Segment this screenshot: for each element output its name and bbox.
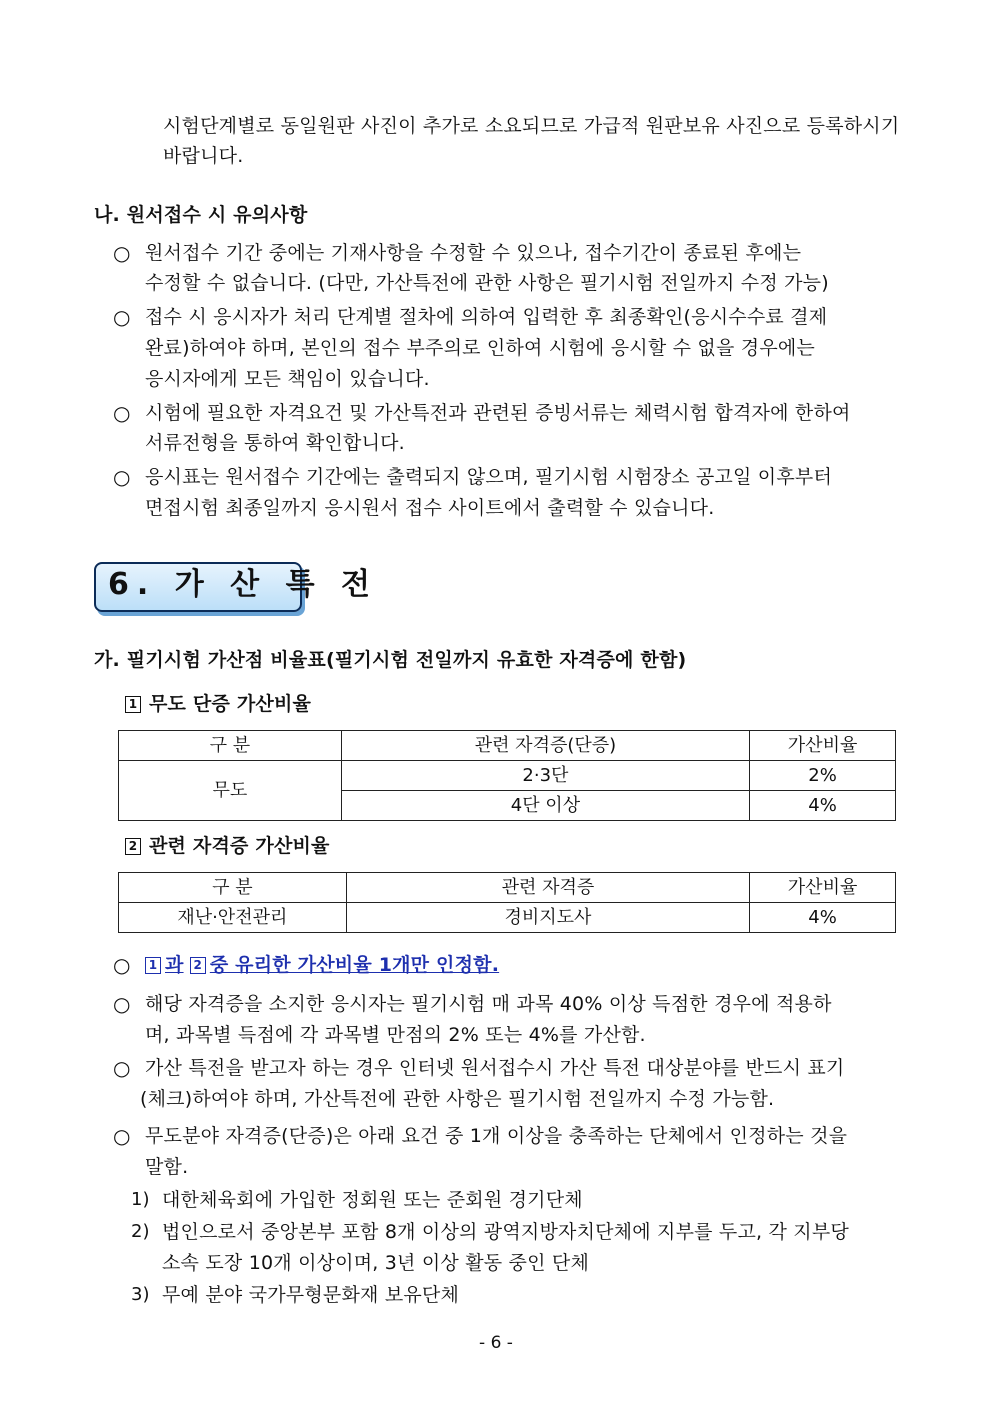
table-header-row [119, 873, 896, 903]
na-item-3-line-1: 시험에 필요한 자격요건 및 가산특전과 관련된 증빙서류는 체력시험 합격자에 한하여 [145, 402, 851, 424]
header-cert: 관련 자격증(단증) [341, 731, 749, 761]
bullet-icon: ○ [113, 241, 131, 265]
s6-item-2-line-1: 가산 특전을 받고자 하는 경우 인터넷 원서접수시 가산 특전 대상분야를 반드시 표기 [145, 1057, 845, 1079]
na-item-2-line-1: 접수 시 응시자가 처리 단계별 절차에 의하여 입력한 후 최종확인(응시수수료 결제 [145, 306, 828, 328]
s6-item-1-line-1: 해당 자격증을 소지한 응시자는 필기시험 매 과목 40% 이상 득점한 경우에 적용하 [145, 993, 832, 1015]
cell-rate: 2% [750, 761, 896, 791]
list-number: 2) [131, 1221, 150, 1242]
header-category: 구 분 [119, 873, 347, 903]
box-number-2: 2 [125, 838, 141, 855]
cell-cert: 경비지도사 [346, 903, 749, 933]
header-category: 구 분 [119, 731, 342, 761]
page-number: - 6 - [479, 1333, 513, 1353]
table-header-row [119, 731, 896, 761]
intro-line-1: 시험단계별로 동일원판 사진이 추가로 소요되므로 가급적 원판보유 사진으로 등록하시기 [163, 115, 900, 137]
na-item-4-line-2: 면접시험 최종일까지 응시원서 접수 사이트에서 출력할 수 있습니다. [145, 497, 715, 519]
box-number-1: 1 [125, 696, 141, 713]
section-na-heading: 나. 원서접수 시 유의사항 [94, 204, 308, 226]
section-6-title: 6. 가 산 특 전 [108, 567, 378, 602]
bullet-icon: ○ [113, 401, 131, 425]
bullet-icon: ○ [113, 1124, 131, 1148]
na-item-2-line-2: 완료)하여야 하며, 본인의 접수 부주의로 인하여 시험에 응시할 수 없을 경우에는 [145, 337, 815, 359]
bullet-icon: ○ [113, 305, 131, 329]
box-number-1: 1 [145, 957, 161, 974]
box-number-2: 2 [190, 957, 206, 974]
header-cert: 관련 자격증 [346, 873, 749, 903]
header-rate: 가산비율 [750, 873, 896, 903]
cell-cert: 4단 이상 [341, 791, 749, 821]
numbered-item-1: 대한체육회에 가입한 정회원 또는 준회원 경기단체 [162, 1189, 583, 1211]
table2-heading: 2 관련 자격증 가산비율 [125, 832, 330, 860]
na-item-2-line-3: 응시자에게 모든 책임이 있습니다. [145, 368, 430, 390]
bullet-icon: ○ [113, 953, 131, 977]
numbered-item-2-line-2: 소속 도장 10개 이상이며, 3년 이상 활동 중인 단체 [162, 1252, 589, 1274]
s6-item-1-line-2: 며, 과목별 득점에 각 과목별 만점의 2% 또는 4%를 가산함. [145, 1024, 646, 1046]
numbered-item-3: 무예 분야 국가무형문화재 보유단체 [162, 1284, 460, 1306]
intro-line-2: 바랍니다. [163, 145, 244, 167]
table-martial-arts-rate [118, 730, 896, 821]
s6-item-2-line-2: (체크)하여야 하며, 가산특전에 관한 사항은 필기시험 전일까지 수정 가능함. [140, 1088, 775, 1110]
header-rate: 가산비율 [750, 731, 896, 761]
list-number: 3) [131, 1284, 150, 1305]
table-row [119, 903, 896, 933]
table1-heading: 1 무도 단증 가산비율 [125, 690, 311, 718]
note-line: 1 과 2 중 유리한 가산비율 1개만 인정함. [145, 951, 499, 979]
cell-category: 무도 [119, 761, 342, 821]
cell-category: 재난·안전관리 [119, 903, 347, 933]
table-related-cert-rate [118, 872, 896, 933]
bullet-icon: ○ [113, 465, 131, 489]
bullet-icon: ○ [113, 992, 131, 1016]
cell-rate: 4% [750, 791, 896, 821]
na-item-1-line-2: 수정할 수 없습니다. (다만, 가산특전에 관한 사항은 필기시험 전일까지 수정 가능) [145, 272, 829, 294]
s6-item-3-line-2: 말함. [145, 1156, 189, 1178]
table-row [119, 761, 896, 791]
bullet-icon: ○ [113, 1056, 131, 1080]
na-item-3-line-2: 서류전형을 통하여 확인합니다. [145, 432, 405, 454]
section-6-subheading: 가. 필기시험 가산점 비율표(필기시험 전일까지 유효한 자격증에 한함) [94, 649, 687, 671]
na-item-4-line-1: 응시표는 원서접수 기간에는 출력되지 않으며, 필기시험 시험장소 공고일 이후부터 [145, 466, 832, 488]
cell-rate: 4% [750, 903, 896, 933]
list-number: 1) [131, 1189, 150, 1210]
s6-item-3-line-1: 무도분야 자격증(단증)은 아래 요건 중 1개 이상을 충족하는 단체에서 인정하는 것을 [145, 1125, 848, 1147]
numbered-item-2-line-1: 법인으로서 중앙본부 포함 8개 이상의 광역지방자치단체에 지부를 두고, 각 지부당 [162, 1221, 849, 1243]
na-item-1-line-1: 원서접수 기간 중에는 기재사항을 수정할 수 있으나, 접수기간이 종료된 후에는 [145, 242, 802, 264]
cell-cert: 2·3단 [341, 761, 749, 791]
